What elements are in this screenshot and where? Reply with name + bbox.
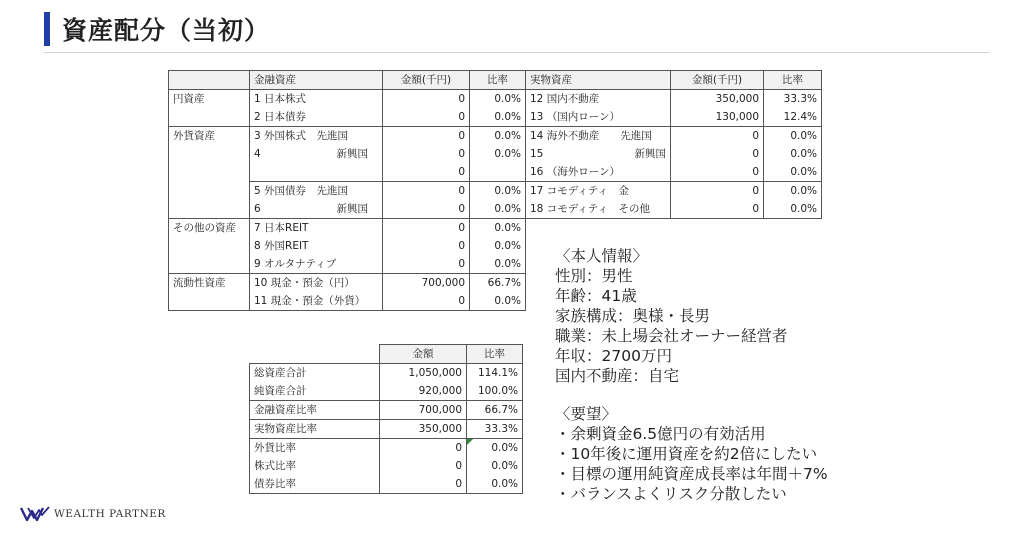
table-row: [169, 145, 822, 163]
wishes-line: ・目標の運用純資産成長率は年間＋7%: [555, 465, 828, 483]
summary-header-ratio: 比率: [467, 345, 523, 364]
financial-sublabel: 新興国: [336, 203, 368, 215]
wealth-partner-logo: [20, 506, 166, 522]
financial-amount: 0: [383, 145, 470, 163]
category-liquid: 流動性資産: [169, 274, 250, 311]
real-sublabel: 先進国: [620, 130, 652, 142]
table-row: [169, 182, 822, 201]
financial-label: [250, 163, 383, 182]
financial-amount: 0: [383, 237, 470, 255]
real-sublabel: その他: [618, 203, 651, 215]
real-ratio: 0.0%: [764, 163, 822, 182]
category-other: その他の資産: [169, 219, 250, 274]
wishes-line: ・余剰資金6.5億円の有効活用: [555, 425, 766, 443]
summary-ratio: 100.0%: [467, 382, 523, 401]
table-row: [169, 108, 822, 127]
summary-label: 債券比率: [250, 475, 380, 494]
real-label-text: 15: [530, 148, 544, 160]
summary-label: 総資産合計: [250, 364, 380, 383]
summary-header-blank: [250, 345, 380, 364]
financial-ratio: 0.0%: [470, 145, 526, 163]
real-amount: 0: [671, 163, 764, 182]
logo-text: WEALTH PARTNER: [54, 508, 166, 520]
financial-amount: 0: [383, 182, 470, 201]
personal-info-line: 職業：未上場会社オーナー経営者: [555, 327, 788, 345]
financial-label: [250, 182, 383, 201]
table-row: [169, 127, 822, 146]
real-label: [526, 200, 671, 219]
personal-info-line: 国内不動産：自宅: [555, 367, 680, 385]
real-ratio: 12.4%: [764, 108, 822, 127]
personal-info-line: 年収：2700万円: [555, 347, 672, 365]
header-ratio: 比率: [470, 71, 526, 90]
summary-amount: 1,050,000: [380, 364, 467, 383]
header-financial-assets: 金融資産: [250, 71, 383, 90]
real-sublabel: 新興国: [634, 148, 666, 160]
wishes-line: ・10年後に運用資産を約2倍にしたい: [555, 445, 818, 463]
personal-info: [555, 246, 788, 386]
financial-label-text: 3 外国株式: [254, 130, 307, 142]
real-ratio: 0.0%: [764, 145, 822, 163]
header-amount: 金額(千円): [383, 71, 470, 90]
real-ratio: 0.0%: [764, 182, 822, 201]
financial-ratio: 0.0%: [470, 237, 526, 255]
wishes-line: ・バランスよくリスク分散したい: [555, 485, 787, 503]
financial-label: [250, 200, 383, 219]
financial-label: 1 日本株式: [250, 90, 383, 109]
table-row: [250, 439, 523, 458]
real-ratio: 0.0%: [764, 200, 822, 219]
real-label-text: 14 海外不動産: [530, 130, 600, 142]
real-label: 12 国内不動産: [526, 90, 671, 109]
category-yen: 円資産: [169, 90, 250, 127]
financial-ratio: 0.0%: [470, 127, 526, 146]
summary-label: 実物資産比率: [250, 420, 380, 439]
summary-label: 株式比率: [250, 457, 380, 475]
summary-ratio: 33.3%: [467, 420, 523, 439]
financial-ratio: 0.0%: [470, 108, 526, 127]
financial-amount: 0: [383, 90, 470, 109]
financial-amount: 0: [383, 292, 470, 311]
financial-label-text: 6: [254, 203, 261, 215]
financial-amount: 0: [383, 255, 470, 274]
summary-header-row: [250, 345, 523, 364]
financial-label: 11 現金・預金（外貨）: [250, 292, 383, 311]
summary-ratio: 66.7%: [467, 401, 523, 420]
financial-amount: 700,000: [383, 274, 470, 293]
financial-label: [250, 145, 383, 163]
table-row: [169, 163, 822, 182]
real-amount: 130,000: [671, 108, 764, 127]
real-amount: 0: [671, 200, 764, 219]
title-divider: [44, 52, 990, 53]
real-label-text: 18 コモディティ: [530, 203, 609, 215]
table-row: [169, 90, 822, 109]
personal-info-heading: 〈本人情報〉: [555, 247, 649, 265]
financial-ratio: 0.0%: [470, 219, 526, 238]
real-ratio: 0.0%: [764, 127, 822, 146]
real-amount: 0: [671, 182, 764, 201]
wishes-info: [555, 404, 828, 504]
financial-amount: 0: [383, 108, 470, 127]
financial-amount: 0: [383, 127, 470, 146]
financial-label: 9 オルタナティブ: [250, 255, 383, 274]
real-label: [526, 182, 671, 201]
financial-sublabel: 新興国: [336, 148, 368, 160]
real-label: [526, 145, 671, 163]
summary-ratio-text: 0.0%: [491, 442, 518, 454]
real-label: 13 （国内ローン）: [526, 108, 671, 127]
table-row: [250, 457, 523, 475]
table-row: [250, 420, 523, 439]
real-label-text: 17 コモディティ: [530, 185, 609, 197]
double-w-logo-icon: [20, 506, 50, 522]
table-row: [250, 382, 523, 401]
financial-ratio: [470, 163, 526, 182]
real-amount: 0: [671, 145, 764, 163]
summary-amount: 0: [380, 475, 467, 494]
table-row: [250, 364, 523, 383]
real-amount: 350,000: [671, 90, 764, 109]
table-header-row: [169, 71, 822, 90]
summary-amount: 700,000: [380, 401, 467, 420]
real-sublabel: 金: [618, 185, 630, 197]
header-ratio-real: 比率: [764, 71, 822, 90]
category-foreign: 外貨資産: [169, 127, 250, 219]
financial-label-text: 5 外国債券: [254, 185, 307, 197]
table-row: [250, 401, 523, 420]
page-title: 資産配分（当初）: [62, 16, 271, 45]
personal-info-line: 年齢：41歳: [555, 287, 637, 305]
financial-label-text: 4: [254, 148, 261, 160]
header-amount-real: 金額(千円): [671, 71, 764, 90]
summary-ratio: 0.0%: [467, 475, 523, 494]
summary-amount: 0: [380, 457, 467, 475]
financial-sublabel: 先進国: [316, 130, 349, 142]
summary-label: 外貨比率: [250, 439, 380, 458]
financial-ratio: 0.0%: [470, 255, 526, 274]
real-ratio: 33.3%: [764, 90, 822, 109]
real-label: [526, 127, 671, 146]
personal-info-line: 性別：男性: [555, 267, 633, 285]
financial-amount: 0: [383, 163, 470, 182]
financial-label: 2 日本債券: [250, 108, 383, 127]
financial-amount: 0: [383, 219, 470, 238]
table-row: [250, 475, 523, 494]
summary-label: 金融資産比率: [250, 401, 380, 420]
financial-ratio: 0.0%: [470, 182, 526, 201]
financial-label: 7 日本REIT: [250, 219, 383, 238]
summary-amount: 0: [380, 439, 467, 458]
table-row: [169, 200, 822, 219]
summary-ratio: [467, 439, 523, 458]
summary-ratio: 114.1%: [467, 364, 523, 383]
summary-table: [249, 344, 523, 494]
header-blank: [169, 71, 250, 90]
personal-info-line: 家族構成：奥様・長男: [555, 307, 711, 325]
title-accent-bar: [44, 12, 50, 46]
financial-ratio: 66.7%: [470, 274, 526, 293]
real-label: 16 （海外ローン）: [526, 163, 671, 182]
header-real-assets: 実物資産: [526, 71, 671, 90]
financial-label: 8 外国REIT: [250, 237, 383, 255]
financial-amount: 0: [383, 200, 470, 219]
summary-label: 純資産合計: [250, 382, 380, 401]
table-row: [169, 219, 822, 238]
real-amount: 0: [671, 127, 764, 146]
summary-header-amount: 金額: [380, 345, 467, 364]
summary-ratio: 0.0%: [467, 457, 523, 475]
summary-amount: 350,000: [380, 420, 467, 439]
financial-sublabel: 先進国: [316, 185, 349, 197]
financial-ratio: 0.0%: [470, 90, 526, 109]
financial-label: 10 現金・預金（円）: [250, 274, 383, 293]
wishes-heading: 〈要望〉: [555, 405, 618, 423]
financial-label: [250, 127, 383, 146]
financial-ratio: 0.0%: [470, 200, 526, 219]
summary-amount: 920,000: [380, 382, 467, 401]
financial-ratio: 0.0%: [470, 292, 526, 311]
